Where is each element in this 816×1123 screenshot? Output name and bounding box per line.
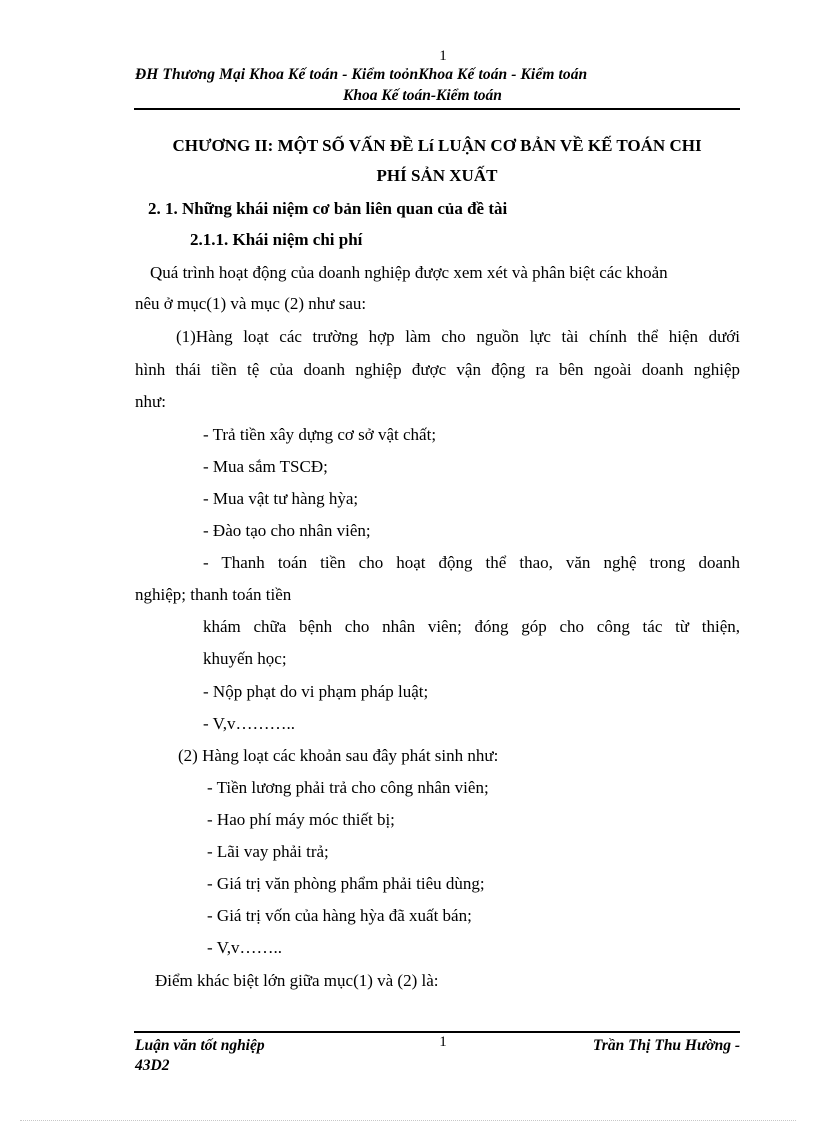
list-item: - Mua vật tư hàng hỳa; <box>203 489 359 508</box>
list-item: - Mua sắm TSCĐ; <box>203 457 328 476</box>
footer-left-line-2: 43D2 <box>135 1057 170 1074</box>
list-item: - Nộp phạt do vi phạm pháp luật; <box>203 682 429 701</box>
paragraph-2: (2) Hàng loạt các khoản sau đây phát sinh như: <box>178 746 499 765</box>
paragraph-1-line-2: hình thái tiền tệ của doanh nghiệp được vận động ra bên ngoài doanh nghiệp <box>135 360 740 379</box>
list-item: - Giá trị văn phòng phẩm phải tiêu dùng; <box>207 874 485 893</box>
section-heading: 2. 1. Những khái niệm cơ bản liên quan của đề tài <box>148 199 508 218</box>
list-item: - Lãi vay phải trả; <box>207 842 329 861</box>
list-item: - Giá trị vốn của hàng hỳa đã xuất bán; <box>207 906 472 925</box>
footer-page-number: 1 <box>439 1034 447 1050</box>
list-item-long-line-2: nghiệp; thanh toán tiền <box>135 585 292 604</box>
list-item-long-line-1: - Thanh toán tiền cho hoạt động thể thao, văn nghệ trong doanh <box>203 553 740 572</box>
subsection-heading: 2.1.1. Khái niệm chi phí <box>190 230 363 249</box>
list-item: - V,v…….. <box>207 938 282 957</box>
intro-line-2: nêu ở mục(1) và mục (2) như sau: <box>135 294 367 313</box>
list-item: - Hao phí máy móc thiết bị; <box>207 810 395 829</box>
closing-line: Điểm khác biệt lớn giữa mục(1) và (2) là: <box>155 971 439 990</box>
list-item: - Trả tiền xây dựng cơ sở vật chất; <box>203 425 437 444</box>
list-item: - Đào tạo cho nhân viên; <box>203 521 371 540</box>
chapter-title-line-2: PHÍ SẢN XUẤT <box>376 166 498 185</box>
header-rule <box>134 108 740 110</box>
footer-right: Trần Thị Thu Hường - <box>592 1037 740 1054</box>
header-line-2: Khoa Kế toán-Kiểm toán <box>343 87 502 104</box>
chapter-title-line-1: CHƯƠNG II: MỘT SỐ VẤN ĐỀ Lí LUẬN CƠ BẢN VỀ KẾ TOÁN CHI <box>172 136 702 155</box>
paragraph-1-line-1: (1)Hàng loạt các trường hợp làm cho nguồn lực tài chính thể hiện dưới <box>176 327 740 346</box>
paragraph-1-line-3: như: <box>135 392 166 411</box>
page-bottom-divider <box>20 1120 796 1121</box>
footer-rule <box>134 1031 740 1033</box>
intro-line-1: Quá trình hoạt động của doanh nghiệp được xem xét và phân biệt các khoản <box>150 263 668 282</box>
header-line-1: ĐH Thương Mại Khoa Kế toán - Kiểm toỏnKhoa Kế toán - Kiểm toán <box>135 66 588 83</box>
list-item: - Tiền lương phải trả cho công nhân viên; <box>207 778 489 797</box>
footer-left-line-1: Luận văn tốt nghiệp <box>135 1037 265 1054</box>
header-page-number: 1 <box>439 48 447 64</box>
list-item-long-line-4: khuyến học; <box>203 649 287 668</box>
list-item: - V,v……….. <box>203 714 295 733</box>
list-item-long-line-3: khám chữa bệnh cho nhân viên; đóng góp cho công tác từ thiện, <box>203 617 740 636</box>
